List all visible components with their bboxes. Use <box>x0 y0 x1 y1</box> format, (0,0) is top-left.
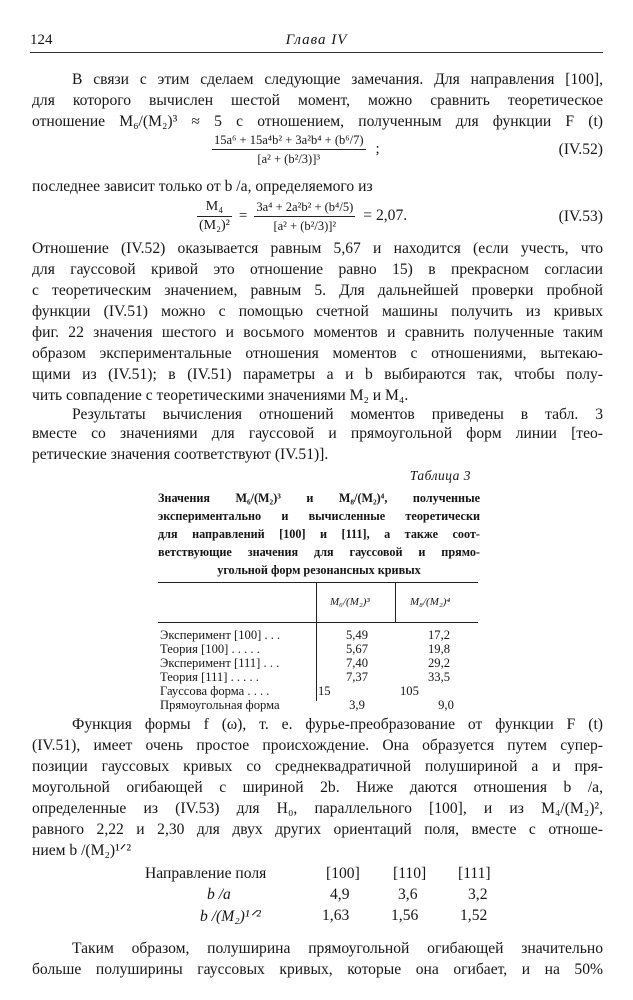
para3-line1: Результаты вычисления отношений моментов приведены в табл. 3 <box>72 406 603 423</box>
ori-row2-v3: 1,52 <box>460 907 488 924</box>
eq52-tail: ; <box>375 141 380 158</box>
col-m8: M₈/(M₂)⁴ <box>410 596 451 608</box>
eq52-numerator: 15a⁶ + 15a⁴b² + 3a²b⁴ + (b⁶/7) <box>212 133 366 150</box>
row-label: Эксперимент [100] . . . <box>160 628 281 642</box>
table-row <box>160 670 480 684</box>
table-caption-5: угольной форм резонансных кривых <box>217 563 421 577</box>
row-label: Прямоугольная форма <box>160 698 280 712</box>
eq52-label: (IV.52) <box>558 141 603 158</box>
chapter-title: Глава IV <box>285 32 348 48</box>
table-caption-4: ветствующие значения для гауссовой и прямо- <box>158 545 480 559</box>
para1-line3: отношение M₆/(M₂)³ ≈ 5 с отношением, полученным для функции F (t) <box>32 113 603 130</box>
para2-line7: щими из (IV.51); в (IV.51) параметры a и b выбираются так, чтобы полу- <box>32 366 603 383</box>
table-head-rule <box>158 622 478 623</box>
eq53-result: = 2,07. <box>363 207 408 225</box>
table-label: Таблица 3 <box>409 468 471 483</box>
row-m6: 15 <box>318 684 331 698</box>
ori-row1-label: b /a <box>207 886 231 903</box>
eq53-lhs-den: (M₂)² <box>199 218 230 233</box>
ori-row1-v3: 3,2 <box>468 886 488 903</box>
row-label: Гауссова форма . . . . <box>160 684 270 698</box>
row-m8: 33,5 <box>427 670 451 684</box>
ori-header-label: Направление поля <box>145 865 267 882</box>
ori-header-110: [110] <box>393 865 427 882</box>
col-m6: M₆/(M₂)³ <box>330 596 370 608</box>
para2-line1: Отношение (IV.52) оказывается равным 5,67 и находится (если учесть, что <box>32 240 603 257</box>
para3-line2: вместе со значениями для гауссовой и прямоугольной форм линии [тео- <box>32 425 603 442</box>
page-number: 124 <box>30 32 53 48</box>
row-m6: 7,37 <box>345 670 369 684</box>
row-label: Теория [111] . . . . . <box>160 670 259 684</box>
ori-header-111: [111] <box>458 865 491 882</box>
eq53-equals: = <box>238 208 248 225</box>
eq53-rhs-den: [a² + (b²/3)]² <box>273 219 337 233</box>
eq53-lhs <box>197 200 232 233</box>
para1-line1: В связи с этим сделаем следующие замечания. Для направления [100], <box>72 71 603 88</box>
table-row <box>160 642 480 656</box>
eq53-rhs <box>254 200 355 233</box>
mid-text: последнее зависит только от b /a, определяемого из <box>32 178 373 195</box>
equation-iv53 <box>0 200 633 236</box>
para5-line1: Таким образом, полуширина прямоугольной огибающей значительно <box>72 940 603 957</box>
eq53-lhs-num: M₄ <box>197 200 232 217</box>
row-m8: 29,2 <box>427 656 451 670</box>
ori-row1-v2: 3,6 <box>398 886 418 903</box>
para2-line3: с теоретическим значением, равным 5. Для дальнейшей проверки пробной <box>32 282 603 299</box>
table-row <box>160 656 480 670</box>
table-caption-1: Значения M₆/(M₂)³ и M₈/(M₂)⁴, полученные <box>158 491 480 505</box>
para3-line3: ретические значения соответствуют (IV.51)]. <box>32 446 329 463</box>
eq53-label: (IV.53) <box>558 208 603 225</box>
table-caption-2: экспериментально и вычисленные теоретически <box>158 509 480 523</box>
row-m6: 5,49 <box>345 628 369 642</box>
para5-line2: больше полуширины гауссовых кривых, которые она огибает, и на 50% <box>32 961 603 978</box>
row-label: Эксперимент [111] . . . <box>160 656 280 670</box>
para2-line8: чить совпадение с теоретическими значениями M₂ и M₄. <box>32 387 409 404</box>
para4-line1: Функция формы f (ω), т. е. фурье-преобразование от функции F (t) <box>72 716 603 733</box>
running-head <box>30 32 603 50</box>
eq52-denominator: [a² + (b²/3)]³ <box>257 152 321 166</box>
ori-row2-v2: 1,56 <box>391 907 419 924</box>
row-m8: 9,0 <box>438 698 454 712</box>
para4-line3: позиции гауссовых кривых со среднеквадратичной полушириной a и пря- <box>32 758 603 775</box>
para4-line7: нием b /(M₂)¹ᐟ² <box>32 842 132 859</box>
eq52-fraction <box>212 133 366 166</box>
table-row <box>160 684 480 698</box>
row-m8: 19,8 <box>427 642 451 656</box>
para2-line4: функции (IV.51) можно с помощью счетной машины получить из кривых <box>32 303 603 320</box>
table-caption-3: для направлений [100] и [111], а также соот- <box>158 527 480 541</box>
header-rule <box>30 52 603 53</box>
para4-line2: (IV.51), имеет очень простое происхождение. Она образуется путем супер- <box>32 737 603 754</box>
para2-line2: для гауссовой кривой это отношение равно 15) в прекрасном согласии <box>32 261 603 278</box>
row-m6: 7,40 <box>345 656 369 670</box>
para1-line2: для которого вычислен шестой момент, можно сравнить теоретическое <box>32 92 603 109</box>
row-m6: 5,67 <box>345 642 369 656</box>
table-row <box>160 628 480 642</box>
ori-row2-v1: 1,63 <box>322 907 350 924</box>
table-row <box>160 698 480 712</box>
para4-line4: моугольной огибающей с шириной 2b. Ниже даются отношения b /a, <box>32 779 603 796</box>
table-col-divider-2 <box>395 583 396 622</box>
eq53-rhs-num: 3a⁴ + 2a²b² + (b⁴/5) <box>254 200 355 217</box>
row-m6: 3,9 <box>349 698 365 712</box>
ori-row1-v1: 4,9 <box>330 886 350 903</box>
table-top-rule <box>158 582 478 583</box>
row-label: Теория [100] . . . . . <box>160 642 260 656</box>
para2-line5: фиг. 22 значения шестого и восьмого моментов и сравнить полученные таким <box>32 324 603 341</box>
row-m8: 17,2 <box>427 628 451 642</box>
para4-line5: определенные из (IV.53) для H₀, параллельного [100], и из M₄/(M₂)², <box>32 800 603 817</box>
row-m8: 105 <box>400 684 419 698</box>
para4-line6: равного 2,22 и 2,30 для двух других ориентаций поля, вместе с отноше- <box>32 821 603 838</box>
ori-row2-label: b /(M₂)¹ᐟ² <box>200 908 261 925</box>
equation-iv52 <box>0 133 633 169</box>
para2-line6: образом экспериментальные отношения моментов с отношениями, вытекаю- <box>32 345 603 362</box>
ori-header-100: [100] <box>326 865 360 882</box>
